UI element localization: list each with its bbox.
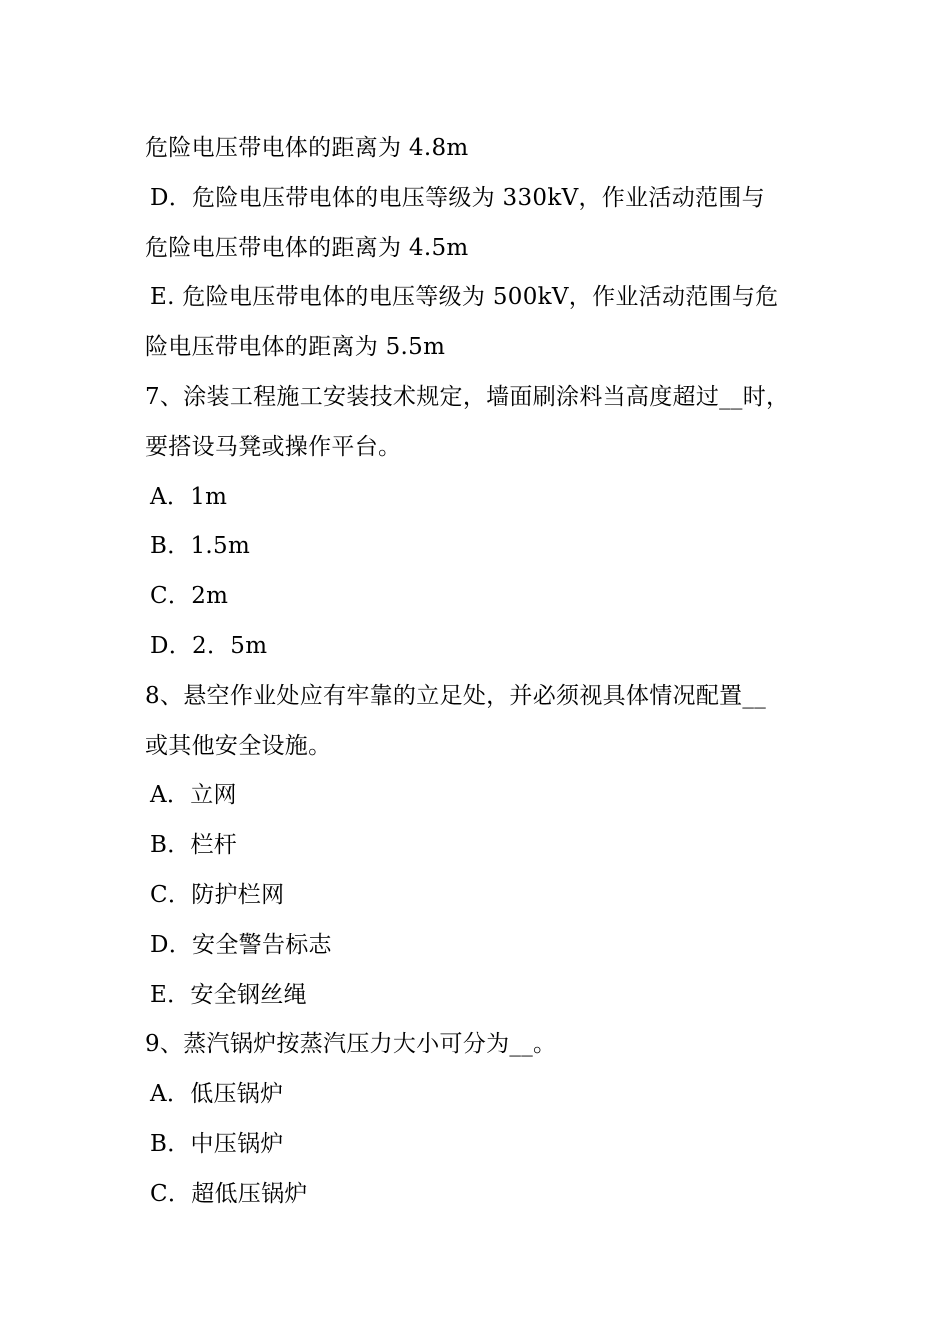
question-9-option-b: B．中压锅炉 <box>150 1130 284 1157</box>
question-8: 8、悬空作业处应有牢靠的立足处，并必须视具体情况配置__ <box>145 682 767 709</box>
question-7-option-d: D．2．5m <box>150 632 268 659</box>
question-9-option-a: A．低压锅炉 <box>150 1081 284 1108</box>
question-9-option-c: C．超低压锅炉 <box>150 1180 308 1207</box>
option-text-continuation: 危险电压带电体的距离为 4.8m <box>145 135 469 161</box>
option-d: D．危险电压带电体的电压等级为 330kV，作业活动范围与 <box>150 184 765 211</box>
question-7-option-a: A．1m <box>150 483 228 510</box>
option-text-continuation: 危险电压带电体的距离为 4.5m <box>145 234 469 261</box>
question-7-option-c: C．2m <box>150 583 229 610</box>
question-8-option-c: C．防护栏网 <box>150 881 285 908</box>
question-8-option-b: B．栏杆 <box>150 832 238 859</box>
question-8-option-a: A．立网 <box>150 782 237 809</box>
question-9: 9、蒸汽锅炉按蒸汽压力大小可分为__。 <box>145 1031 557 1058</box>
question-7: 7、涂装工程施工安装技术规定，墙面刷涂料当高度超过__时， <box>145 383 790 410</box>
question-8-option-e: E．安全钢丝绳 <box>150 981 307 1008</box>
question-7-option-b: B．1.5m <box>150 533 251 560</box>
question-text-continuation: 或其他安全设施。 <box>145 732 332 759</box>
option-e: E. 危险电压带电体的电压等级为 500kV，作业活动范围与危 <box>150 284 779 311</box>
question-text-continuation: 要搭设马凳或操作平台。 <box>145 433 402 460</box>
option-text-continuation: 险电压带电体的距离为 5.5m <box>145 334 446 361</box>
question-8-option-d: D．安全警告标志 <box>150 931 332 958</box>
document-page <box>145 124 825 1220</box>
